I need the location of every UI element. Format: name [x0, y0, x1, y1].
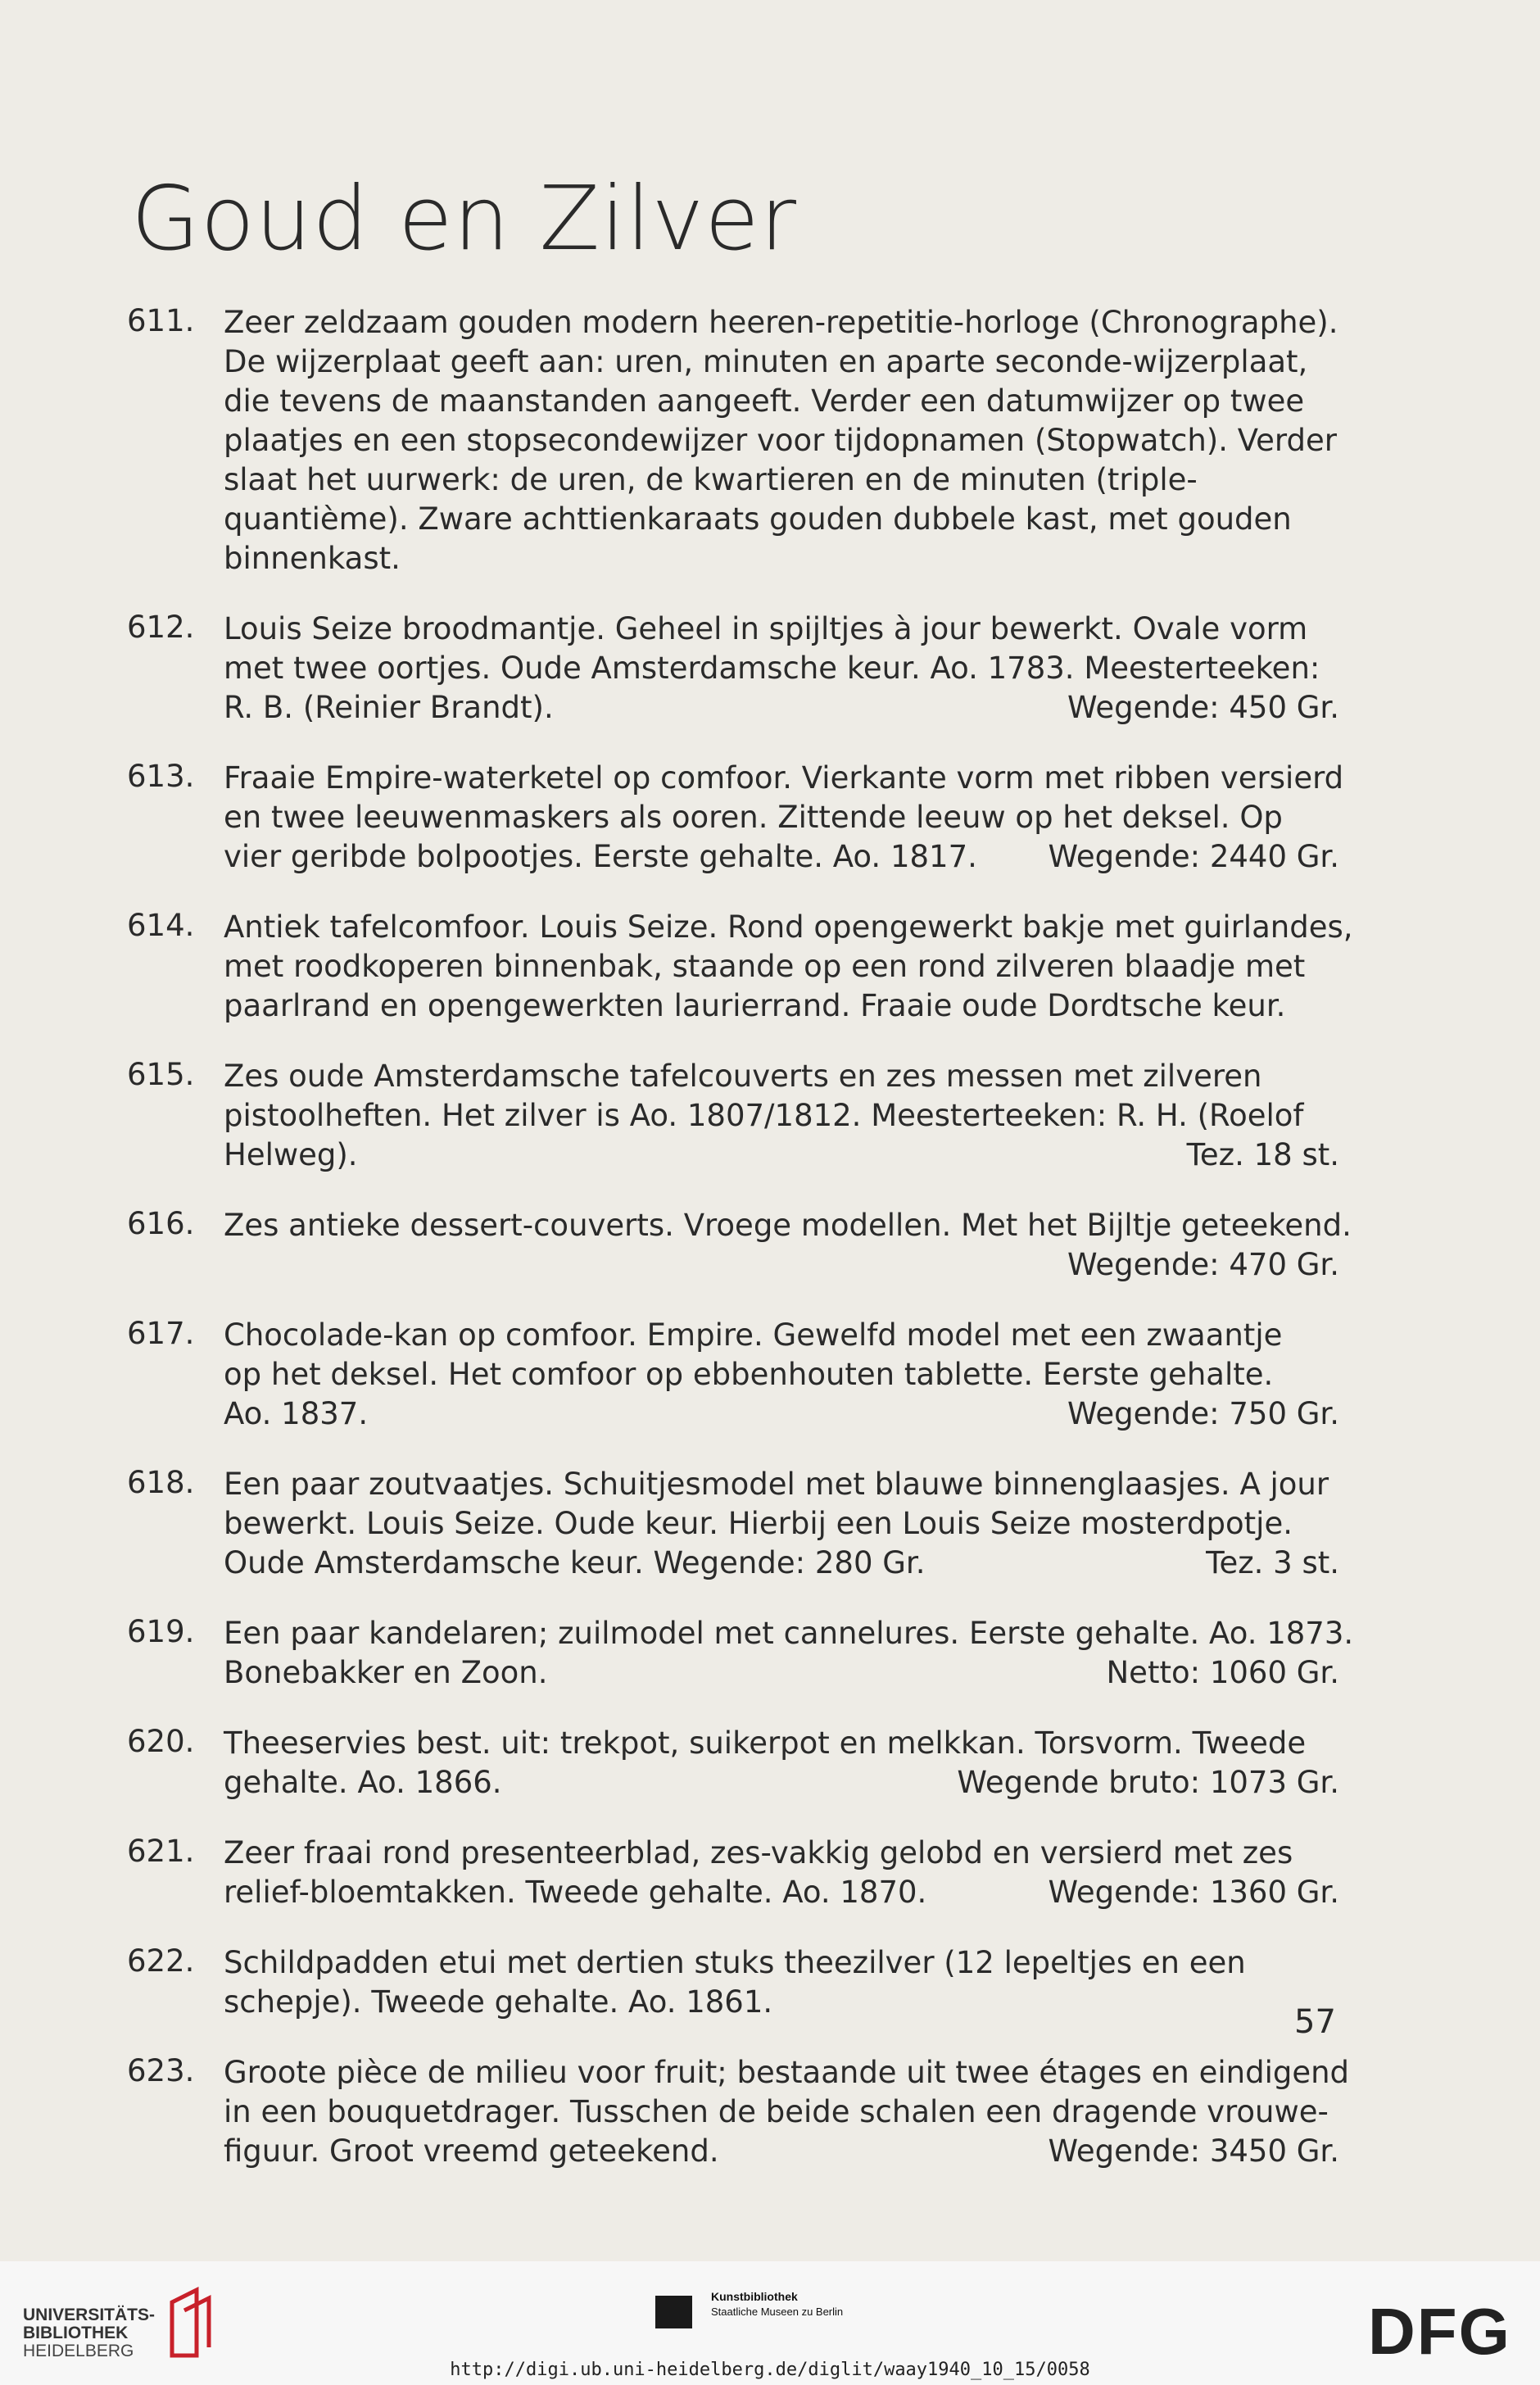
entry-line: in een bouquetdrager. Tusschen de beide schalen een dragende vrouwe- — [224, 2094, 1329, 2129]
catalog-entry — [127, 303, 1339, 578]
entry-text — [224, 1465, 1339, 1583]
entry-line: R. B. (Reinier Brandt). — [224, 690, 554, 725]
entry-line: Chocolade-kan op comfoor. Empire. Gewelfd model met een zwaantje — [224, 1317, 1283, 1353]
entry-weight: Wegende: 470 Gr. — [1067, 1247, 1339, 1282]
entry-line: Groote pièce de milieu voor fruit; bestaande uit twee étages en eindigend — [224, 2055, 1350, 2090]
entry-line: die tevens de maanstanden aangeeft. Verder een datumwijzer op twee — [224, 383, 1305, 419]
entry-last-line — [224, 1544, 1339, 1583]
entry-line: Louis Seize broodmantje. Geheel in spijltjes à jour bewerkt. Ovale vorm — [224, 611, 1308, 646]
entry-line: Schildpadden etui met dertien stuks theezilver (12 lepeltjes en een — [224, 1945, 1246, 1980]
page-number: 57 — [1294, 2003, 1336, 2041]
entry-text — [224, 610, 1339, 728]
catalog-entry — [127, 1206, 1352, 1285]
entry-line: gehalte. Ao. 1866. — [224, 1765, 502, 1800]
entry-text — [224, 1943, 1339, 2022]
section-title: Goud en Zilver — [131, 168, 798, 270]
entry-line: plaatjes en een stopsecondewijzer voor tijdopnamen (Stopwatch). Verder — [224, 423, 1337, 458]
entry-line: figuur. Groot vreemd geteekend. — [224, 2133, 719, 2169]
entry-line: Oude Amsterdamsche keur. Wegende: 280 Gr. — [224, 1545, 926, 1580]
entry-line: Theeservies best. uit: trekpot, suikerpot en melkkan. Torsvorm. Tweede — [224, 1725, 1307, 1761]
entry-line: vier geribde bolpootjes. Eerste gehalte. Ao. 1817. — [224, 839, 977, 874]
entry-last-line — [224, 837, 1339, 877]
entry-number: 621. — [127, 1834, 195, 1869]
entry-weight: Wegende: 450 Gr. — [1067, 690, 1339, 725]
entry-text — [224, 908, 1353, 1026]
entry-weight: Wegende bruto: 1073 Gr. — [957, 1765, 1339, 1800]
entry-text — [224, 1316, 1339, 1434]
entry-line: Zes oude Amsterdamsche tafelcouverts en zes messen met zilveren — [224, 1059, 1262, 1094]
entry-number: 622. — [127, 1943, 195, 1979]
entry-line: pistoolheften. Het zilver is Ao. 1807/1812. Meesterteeken: R. H. (Roelof — [224, 1098, 1304, 1133]
entry-line: Een paar kandelaren; zuilmodel met cannelures. Eerste gehalte. Ao. 1873. — [224, 1616, 1354, 1651]
kunstbibliothek-logo — [655, 2286, 901, 2327]
entry-text — [224, 2053, 1350, 2171]
entry-last-line — [224, 1136, 1339, 1175]
entry-text — [224, 1724, 1339, 1802]
entry-last-line — [224, 1873, 1339, 1912]
catalog-entry — [127, 908, 1353, 1026]
ub-line1: UNIVERSITÄTS- — [23, 2306, 156, 2324]
entry-line: paarlrand en opengewerkten laurierrand. Fraaie oude Dordtsche keur. — [224, 988, 1286, 1023]
catalog-entry — [127, 1614, 1354, 1693]
entry-line: Fraaie Empire-waterketel op comfoor. Vierkante vorm met ribben versierd — [224, 760, 1344, 796]
catalog-entry — [127, 1834, 1339, 1912]
source-url[interactable]: http://digi.ub.uni-heidelberg.de/diglit/waay1940_10_15/0058 — [450, 2360, 1090, 2380]
entry-last-line — [224, 688, 1339, 728]
ub-heidelberg-logo-text — [23, 2306, 155, 2360]
catalog-entry — [127, 1943, 1339, 2022]
entry-number: 623. — [127, 2053, 195, 2088]
entry-number: 614. — [127, 908, 195, 943]
entry-weight: Wegende: 2440 Gr. — [1048, 839, 1339, 874]
entry-line: Bonebakker en Zoon. — [224, 1655, 548, 1690]
entry-weight: Wegende: 750 Gr. — [1067, 1396, 1339, 1431]
entry-text — [224, 1057, 1339, 1175]
catalog-entry — [127, 1057, 1339, 1175]
entry-line: en twee leeuwenmaskers als ooren. Zittende leeuw op het deksel. Op — [224, 800, 1283, 835]
entry-line: binnenkast. — [224, 541, 401, 576]
kb-line2: Staatliche Museen zu Berlin — [711, 2306, 844, 2318]
entry-last-line — [224, 1245, 1339, 1285]
entry-line: quantième). Zware achttienkaraats gouden dubbele kast, met gouden — [224, 501, 1292, 537]
entry-number: 616. — [127, 1206, 195, 1241]
kb-line1: Kunstbibliothek — [711, 2290, 798, 2303]
entry-text — [224, 1614, 1354, 1693]
entry-number: 620. — [127, 1724, 195, 1759]
catalog-entry — [127, 1465, 1339, 1583]
entry-line: Zeer zeldzaam gouden modern heeren-repetitie-horloge (Chronographe). — [224, 305, 1338, 340]
entry-text — [224, 303, 1339, 578]
entry-weight: Tez. 3 st. — [1206, 1545, 1339, 1580]
ub-line2: BIBLIOTHEK — [23, 2324, 129, 2342]
entry-line: slaat het uurwerk: de uren, de kwartieren en de minuten (triple- — [224, 462, 1198, 497]
entry-number: 617. — [127, 1316, 195, 1351]
entry-last-line — [224, 2132, 1339, 2171]
entry-line: met twee oortjes. Oude Amsterdamsche keur. Ao. 1783. Meesterteeken: — [224, 651, 1320, 686]
entry-number: 615. — [127, 1057, 195, 1092]
entry-last-line — [224, 1653, 1339, 1693]
entry-weight: Netto: 1060 Gr. — [1106, 1655, 1339, 1690]
kunstbibliothek-icon — [655, 2296, 692, 2328]
entry-text — [224, 1206, 1352, 1285]
entry-line: met roodkoperen binnenbak, staande op een rond zilveren blaadje met — [224, 949, 1306, 984]
entry-text — [224, 759, 1344, 877]
catalog-entry — [127, 1724, 1339, 1802]
entry-line: Zes antieke dessert-couverts. Vroege modellen. Met het Bijltje geteekend. — [224, 1208, 1352, 1243]
entry-text — [224, 1834, 1339, 1912]
entry-weight: Wegende: 3450 Gr. — [1048, 2133, 1339, 2169]
entry-line: schepje). Tweede gehalte. Ao. 1861. — [224, 1984, 773, 2020]
entry-number: 618. — [127, 1465, 195, 1500]
entry-last-line — [224, 1763, 1339, 1802]
entry-weight: Tez. 18 st. — [1186, 1137, 1339, 1172]
entry-line: op het deksel. Het comfoor op ebbenhouten tablette. Eerste gehalte. — [224, 1357, 1274, 1392]
entry-line: bewerkt. Louis Seize. Oude keur. Hierbij een Louis Seize mosterdpotje. — [224, 1506, 1293, 1541]
entry-number: 613. — [127, 759, 195, 794]
entry-number: 611. — [127, 303, 195, 338]
ub-line3: HEIDELBERG — [23, 2342, 134, 2360]
entry-line: Zeer fraai rond presenteerblad, zes-vakkig gelobd en versierd met zes — [224, 1835, 1293, 1870]
entry-line: De wijzerplaat geeft aan: uren, minuten en aparte seconde-wijzerplaat, — [224, 344, 1308, 379]
dfg-logo: DFG — [1368, 2295, 1511, 2368]
entry-number: 619. — [127, 1614, 195, 1649]
catalog-entry — [127, 2053, 1350, 2171]
entry-weight: Wegende: 1360 Gr. — [1048, 1875, 1339, 1910]
catalog-entry — [127, 759, 1344, 877]
ub-heidelberg-logo-icon — [164, 2286, 215, 2360]
entry-line: relief-bloemtakken. Tweede gehalte. Ao. 1870. — [224, 1875, 927, 1910]
entry-line: Helweg). — [224, 1137, 358, 1172]
catalog-entry — [127, 1316, 1339, 1434]
entry-line: Antiek tafelcomfoor. Louis Seize. Rond opengewerkt bakje met guirlandes, — [224, 909, 1353, 945]
entry-last-line — [224, 1394, 1339, 1434]
catalog-entries — [127, 303, 1354, 2202]
entry-line: Ao. 1837. — [224, 1396, 369, 1431]
entry-line: Een paar zoutvaatjes. Schuitjesmodel met blauwe binnenglaasjes. A jour — [224, 1467, 1329, 1502]
entry-number: 612. — [127, 610, 195, 645]
catalog-entry — [127, 610, 1339, 728]
